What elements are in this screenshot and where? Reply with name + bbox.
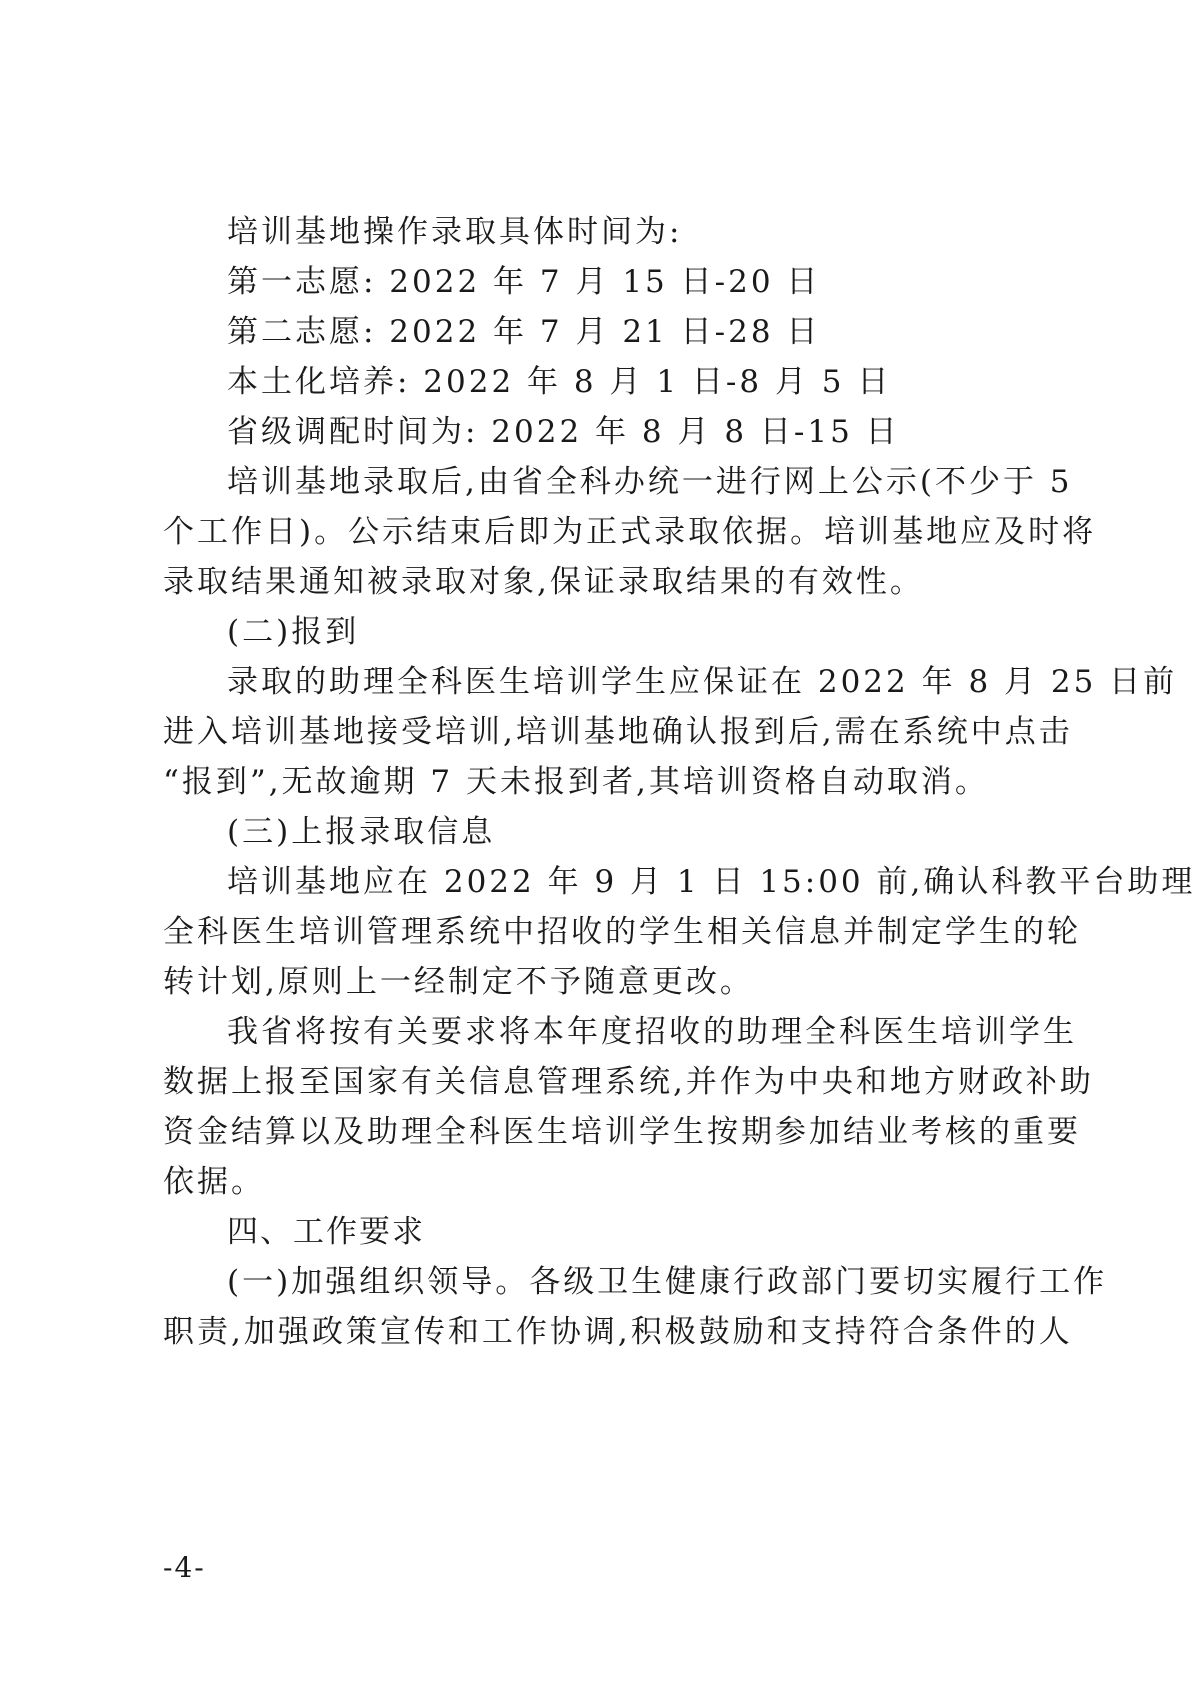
paragraph-line: 转计划,原则上一经制定不予随意更改。 (163, 964, 754, 1000)
paragraph-line: 个工作日)。公示结束后即为正式录取依据。培训基地应及时将 (163, 514, 1097, 550)
provincial-allocation-dates: 省级调配时间为: 2022 年 8 月 8 日-15 日 (227, 414, 900, 450)
section-heading-registration: (二)报到 (227, 614, 360, 650)
paragraph-line: 培训基地应在 2022 年 9 月 1 日 15:00 前,确认科教平台助理 (227, 864, 1196, 900)
paragraph-line: 进入培训基地接受培训,培训基地确认报到后,需在系统中点击 (163, 714, 1073, 750)
section-heading-work-requirements: 四、工作要求 (227, 1214, 425, 1250)
paragraph-line: 职责,加强政策宣传和工作协调,积极鼓励和支持符合条件的人 (163, 1314, 1073, 1350)
paragraph-line: 全科医生培训管理系统中招收的学生相关信息并制定学生的轮 (163, 914, 1081, 950)
localized-training-dates: 本土化培养: 2022 年 8 月 1 日-8 月 5 日 (227, 364, 892, 400)
section-heading-report-admission: (三)上报录取信息 (227, 814, 496, 850)
paragraph-line: 录取的助理全科医生培训学生应保证在 2022 年 8 月 25 日前 (227, 664, 1178, 700)
paragraph-line: 我省将按有关要求将本年度招收的助理全科医生培训学生 (227, 1014, 1077, 1050)
page-number: -4- (163, 1551, 206, 1584)
paragraph-line: 录取结果通知被录取对象,保证录取结果的有效性。 (163, 564, 924, 600)
second-choice-dates: 第二志愿: 2022 年 7 月 21 日-28 日 (227, 314, 821, 350)
paragraph-line: “报到”,无故逾期 7 天未报到者,其培训资格自动取消。 (163, 764, 989, 800)
paragraph-line: 培训基地录取后,由省全科办统一进行网上公示(不少于 5 (227, 464, 1073, 500)
paragraph-line: 资金结算以及助理全科医生培训学生按期参加结业考核的重要 (163, 1114, 1081, 1150)
paragraph-line: 依据。 (163, 1164, 265, 1200)
paragraph-intro: 培训基地操作录取具体时间为: (227, 214, 683, 250)
paragraph-line: (一)加强组织领导。各级卫生健康行政部门要切实履行工作 (227, 1264, 1108, 1300)
paragraph-line: 数据上报至国家有关信息管理系统,并作为中央和地方财政补助 (163, 1064, 1094, 1100)
first-choice-dates: 第一志愿: 2022 年 7 月 15 日-20 日 (227, 264, 821, 300)
